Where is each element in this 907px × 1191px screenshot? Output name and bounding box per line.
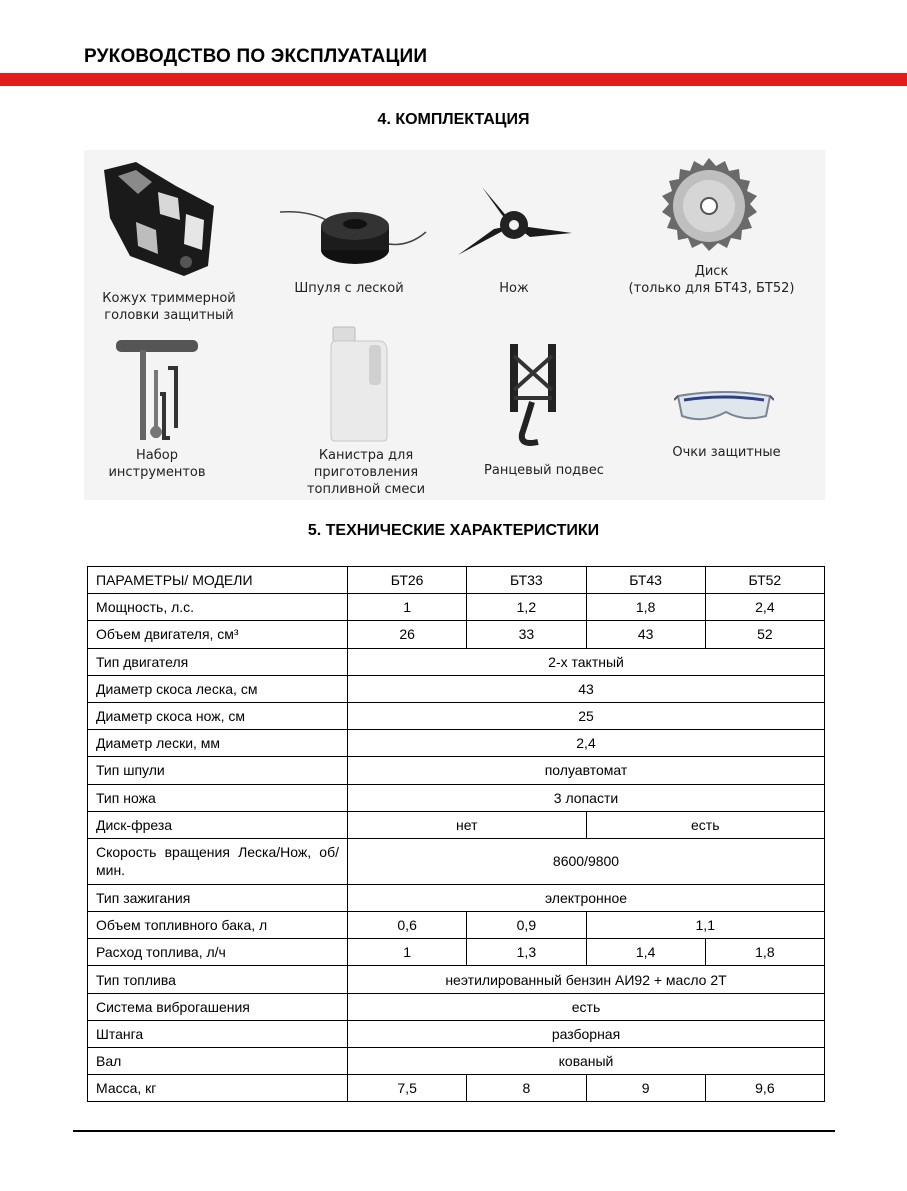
table-row bbox=[88, 838, 825, 884]
value-cell: есть bbox=[586, 811, 825, 838]
value-cell: электронное bbox=[348, 884, 825, 911]
value-cell: 33 bbox=[467, 621, 586, 648]
value-cell: БТ33 bbox=[467, 567, 586, 594]
kit-label-harness: Ранцевый подвес bbox=[484, 463, 604, 478]
param-cell: Диаметр лески, мм bbox=[88, 730, 348, 757]
kit-label-disc: Диск (только для БТ43, БТ52) bbox=[628, 264, 795, 296]
value-cell: 25 bbox=[348, 702, 825, 729]
value-cell: 7,5 bbox=[348, 1075, 467, 1102]
table-row bbox=[88, 1075, 825, 1102]
table-row bbox=[88, 594, 825, 621]
value-cell: 43 bbox=[348, 675, 825, 702]
param-cell: Тип шпули bbox=[88, 757, 348, 784]
kit-section-title: 4. КОМПЛЕКТАЦИЯ bbox=[377, 111, 530, 128]
value-cell: есть bbox=[348, 993, 825, 1020]
table-row bbox=[88, 811, 825, 838]
value-cell: 1 bbox=[348, 939, 467, 966]
param-cell: Объем двигателя, см³ bbox=[88, 621, 348, 648]
param-cell: Скорость вращения Леска/Нож, об/мин. bbox=[88, 838, 348, 884]
value-cell: 3 лопасти bbox=[348, 784, 825, 811]
value-cell: 1,3 bbox=[467, 939, 586, 966]
value-cell: 43 bbox=[586, 621, 705, 648]
param-cell: Диск-фреза bbox=[88, 811, 348, 838]
saw-disc-icon bbox=[654, 156, 764, 261]
value-cell: 9,6 bbox=[705, 1075, 824, 1102]
table-row bbox=[88, 966, 825, 993]
table-row bbox=[88, 784, 825, 811]
specs-section-title: 5. ТЕХНИЧЕСКИЕ ХАРАКТЕРИСТИКИ bbox=[307, 522, 600, 539]
value-cell: БТ43 bbox=[586, 567, 705, 594]
param-cell: Масса, кг bbox=[88, 1075, 348, 1102]
header-red-bar bbox=[0, 73, 907, 86]
kit-illustration-area bbox=[84, 150, 825, 500]
param-cell: Расход топлива, л/ч bbox=[88, 939, 348, 966]
table-row bbox=[88, 939, 825, 966]
value-cell: 8600/9800 bbox=[348, 838, 825, 884]
table-row bbox=[88, 567, 825, 594]
fuel-canister-icon bbox=[329, 325, 389, 448]
table-row bbox=[88, 993, 825, 1020]
kit-label-guard: Кожух триммерной головки защитный bbox=[102, 291, 236, 323]
kit-label-tools: Набор инструментов bbox=[108, 448, 206, 480]
table-row bbox=[88, 757, 825, 784]
value-cell: 1,1 bbox=[586, 912, 825, 939]
table-row bbox=[88, 884, 825, 911]
param-cell: Диаметр скоса леска, см bbox=[88, 675, 348, 702]
table-row bbox=[88, 730, 825, 757]
kit-label-canister: Канистра для приготовления топливной смеси bbox=[306, 448, 426, 497]
document-header-title: РУКОВОДСТВО ПО ЭКСПЛУАТАЦИИ bbox=[84, 46, 428, 67]
tool-set-icon bbox=[114, 336, 204, 451]
value-cell: 52 bbox=[705, 621, 824, 648]
param-cell: Мощность, л.с. bbox=[88, 594, 348, 621]
kit-label-blade: Нож bbox=[499, 281, 529, 296]
footer-rule bbox=[73, 1130, 835, 1132]
kit-label-spool: Шпуля с леской bbox=[294, 281, 404, 296]
value-cell: 0,9 bbox=[467, 912, 586, 939]
table-row bbox=[88, 912, 825, 939]
value-cell: 2,4 bbox=[348, 730, 825, 757]
value-cell: 2,4 bbox=[705, 594, 824, 621]
table-row bbox=[88, 648, 825, 675]
value-cell: 8 bbox=[467, 1075, 586, 1102]
table-row bbox=[88, 621, 825, 648]
value-cell: неэтилированный бензин АИ92 + масло 2Т bbox=[348, 966, 825, 993]
param-cell: Штанга bbox=[88, 1020, 348, 1047]
trimmer-spool-icon bbox=[280, 202, 430, 277]
value-cell: разборная bbox=[348, 1020, 825, 1047]
table-row bbox=[88, 702, 825, 729]
trimmer-head-guard-icon bbox=[96, 158, 216, 288]
value-cell: 9 bbox=[586, 1075, 705, 1102]
value-cell: 2-х тактный bbox=[348, 648, 825, 675]
harness-icon bbox=[504, 342, 564, 457]
value-cell: 1,4 bbox=[586, 939, 705, 966]
param-cell: Тип зажигания bbox=[88, 884, 348, 911]
param-cell: Вал bbox=[88, 1048, 348, 1075]
param-cell: Тип двигателя bbox=[88, 648, 348, 675]
value-cell: нет bbox=[348, 811, 587, 838]
specs-table bbox=[87, 566, 825, 1102]
value-cell: БТ52 bbox=[705, 567, 824, 594]
value-cell: полуавтомат bbox=[348, 757, 825, 784]
value-cell: 1 bbox=[348, 594, 467, 621]
param-cell: Объем топливного бака, л bbox=[88, 912, 348, 939]
table-row bbox=[88, 1048, 825, 1075]
safety-glasses-icon bbox=[674, 386, 774, 441]
value-cell: 26 bbox=[348, 621, 467, 648]
param-cell: ПАРАМЕТРЫ/ МОДЕЛИ bbox=[88, 567, 348, 594]
value-cell: 1,8 bbox=[586, 594, 705, 621]
param-cell: Тип топлива bbox=[88, 966, 348, 993]
table-row bbox=[88, 1020, 825, 1047]
value-cell: 0,6 bbox=[348, 912, 467, 939]
value-cell: 1,2 bbox=[467, 594, 586, 621]
table-row bbox=[88, 675, 825, 702]
value-cell: 1,8 bbox=[705, 939, 824, 966]
param-cell: Система виброгашения bbox=[88, 993, 348, 1020]
value-cell: кованый bbox=[348, 1048, 825, 1075]
blade-icon bbox=[454, 185, 574, 270]
param-cell: Тип ножа bbox=[88, 784, 348, 811]
kit-label-glasses: Очки защитные bbox=[672, 445, 781, 460]
param-cell: Диаметр скоса нож, см bbox=[88, 702, 348, 729]
value-cell: БТ26 bbox=[348, 567, 467, 594]
